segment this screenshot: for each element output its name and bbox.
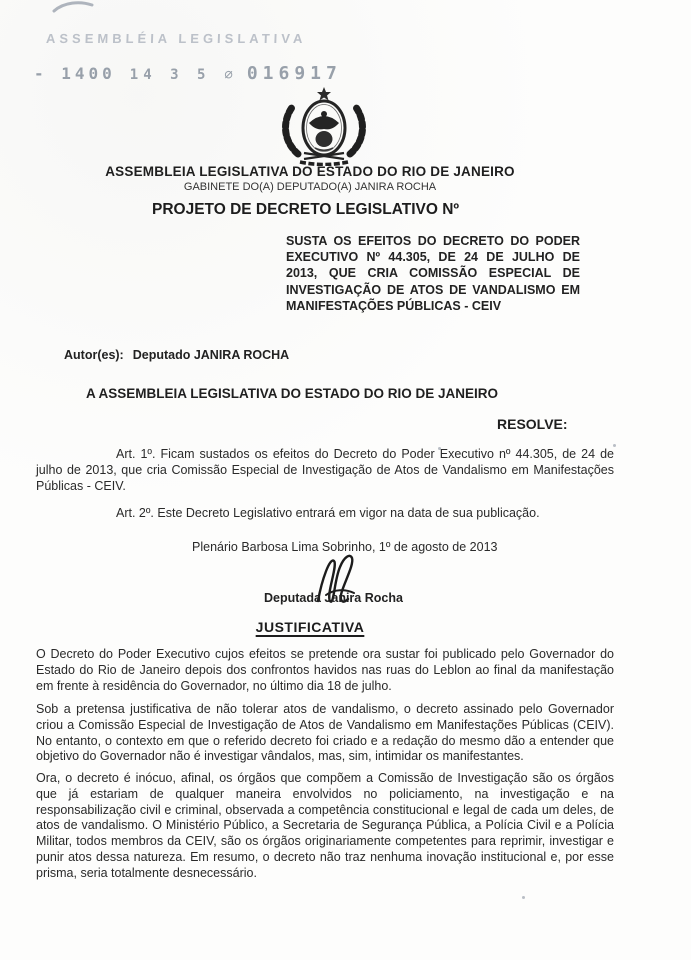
- author-label: Autor(es):: [64, 348, 124, 362]
- ementa-summary: SUSTA OS EFEITOS DO DECRETO DO PODER EXECUTIVO Nº 44.305, DE 24 DE JULHO DE 2013, QUE CRIA COMISSÃO ESPECIAL DE INVESTIGAÇÃO DE ATOS DE VANDALISMO EM MANIFESTAÇÕES PÚBLICAS - CEIV: [286, 234, 580, 313]
- scan-speck: [522, 896, 525, 899]
- resolve-label: RESOLVE:: [497, 416, 568, 432]
- protocol-mid: 14 3 5: [129, 67, 211, 83]
- justification-paragraph: O Decreto do Poder Executivo cujos efeitos se pretende ora sustar foi publicado pelo Governador do Estado do Rio de Janeiro depois dos confrontos havidos nas ruas do Leblon ao final da manifestação em frente à residência do Governador, no último dia 18 de julho.: [36, 647, 614, 693]
- preamble: A ASSEMBLEIA LEGISLATIVA DO ESTADO DO RIO DE JANEIRO: [86, 386, 499, 401]
- scan-corner-mark: [50, 0, 96, 14]
- author-name: Deputado JANIRA ROCHA: [132, 348, 290, 362]
- justification-paragraph: Ora, o decreto é inócuo, afinal, os órgãos que compõem a Comissão de Investigação são os órgãos que já estariam de qualquer maneira envolvidos no policiamento, na investigação e na responsabilização civil e criminal, observada a competência constitucional e legal de cada um deles, de atos de vandalismo. O Ministério Público, a Secretaria de Segurança Pública, a Polícia Civil e a Polícia Militar, todos membros da CEIV, são os órgãos originariamente competentes para reprimir, investigar e punir atos dessa natureza. Em resumo, o decreto não traz nenhuma inovação institucional e, por esse prisma, seria totalmente desnecessário.: [36, 771, 614, 880]
- org-name: ASSEMBLEIA LEGISLATIVA DO ESTADO DO RIO DE JANEIRO: [105, 164, 515, 179]
- place-date-line: Plenário Barbosa Lima Sobrinho, 1º de agosto de 2013: [192, 540, 498, 554]
- author-line: [64, 348, 289, 362]
- article-1: Art. 1º. Ficam sustados os efeitos do Decreto do Poder Executivo nº 44.305, de 24 de julho de 2013, que cria Comissão Especial de Investigação de Atos de Vandalismo em Manifestações Públicas - CEIV.: [36, 447, 614, 493]
- protocol-number: 016917: [246, 63, 342, 84]
- protocol-number-stamp: [34, 63, 342, 84]
- document-title: PROJETO DE DECRETO LEGISLATIVO Nº: [152, 201, 460, 218]
- protocol-prefix: - 1400: [34, 64, 116, 83]
- signatory-name: Deputada Janira Rocha: [264, 591, 403, 605]
- office-name: GABINETE DO(A) DEPUTADO(A) JANIRA ROCHA: [183, 181, 437, 193]
- registry-stamp-text: ASSEMBLÉIA LEGISLATIVA: [45, 31, 307, 46]
- justification-heading: [60, 619, 560, 635]
- protocol-stamp-glyph-icon: ∅: [224, 67, 233, 83]
- justification-paragraph: Sob a pretensa justificativa de não tolerar atos de vandalismo, o decreto assinado pelo Governador criou a Comissão Especial de Investigação de Atos de Vandalismo em Manifestações Públicas (CEIV). No entanto, o contexto em que o referido decreto foi criado e a redação do mesmo dão a entender que objetivo do Governador não é investigar vândalos, mas, sim, intimidar os manifestantes.: [36, 702, 614, 764]
- article-2: Art. 2º. Este Decreto Legislativo entrará em vigor na data de sua publicação.: [116, 506, 540, 520]
- justification-heading-text: JUSTIFICATIVA: [255, 619, 365, 635]
- rio-state-coat-of-arms-icon: [266, 86, 382, 166]
